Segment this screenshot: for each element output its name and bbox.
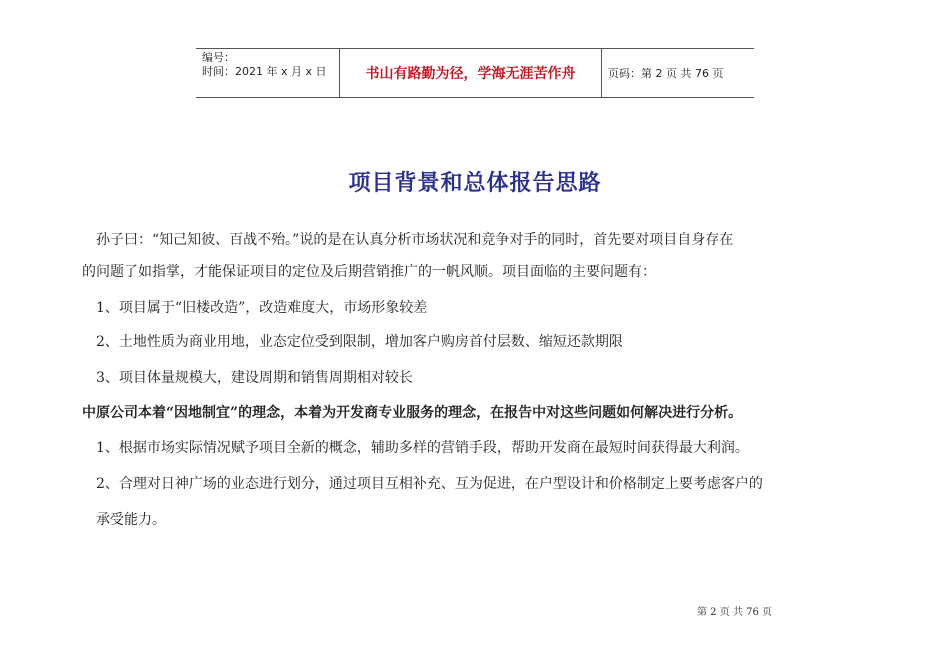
page-title: 项目背景和总体报告思路 xyxy=(348,170,602,196)
page-footer: 第 2 页 共 76 页 xyxy=(697,607,772,618)
issue-item-1: 1、项目属于“旧楼改造”，改造难度大，市场形象较差 xyxy=(82,300,428,316)
header-motto: 书山有路勤为径，学海无涯苦作舟 xyxy=(340,49,602,97)
issue-item-2: 2、土地性质为商业用地，业态定位受到限制，增加客户购房首付层数、缩短还款期限 xyxy=(82,334,623,350)
issue-item-3: 3、项目体量规模大，建设周期和销售周期相对较长 xyxy=(82,370,413,386)
solution-item-2-line1: 2、合理对日神广场的业态进行划分，通过项目互相补充、互为促进，在户型设计和价格制定上要考虑客户的 xyxy=(82,476,763,492)
paragraph-intro-line2: 的问题了如指掌，才能保证项目的定位及后期营销推广的一帆风顺。项目面临的主要问题有： xyxy=(82,264,656,280)
solution-item-2-line2: 承受能力。 xyxy=(82,512,166,528)
number-label: 编号： xyxy=(202,51,235,64)
paragraph-intro-line1: 孙子曰：“知己知彼、百战不殆。”说的是在认真分析市场状况和竞争对手的同时，首先要对项目自身存在 xyxy=(82,232,734,248)
strategy-statement: 中原公司本着“因地制宜”的理念，本着为开发商专业服务的理念，在报告中对这些问题如何解决进行分析。 xyxy=(82,405,743,421)
document-header xyxy=(196,48,754,98)
header-meta xyxy=(196,49,340,97)
header-page-info: 页码：第 2 页 共 76 页 xyxy=(608,67,724,80)
date-label: 时间：2021 年 x 月 x 日 xyxy=(202,65,327,78)
solution-item-1: 1、根据市场实际情况赋予项目全新的概念，辅助多样的营销手段，帮助开发商在最短时间获得最大利润。 xyxy=(82,440,749,456)
